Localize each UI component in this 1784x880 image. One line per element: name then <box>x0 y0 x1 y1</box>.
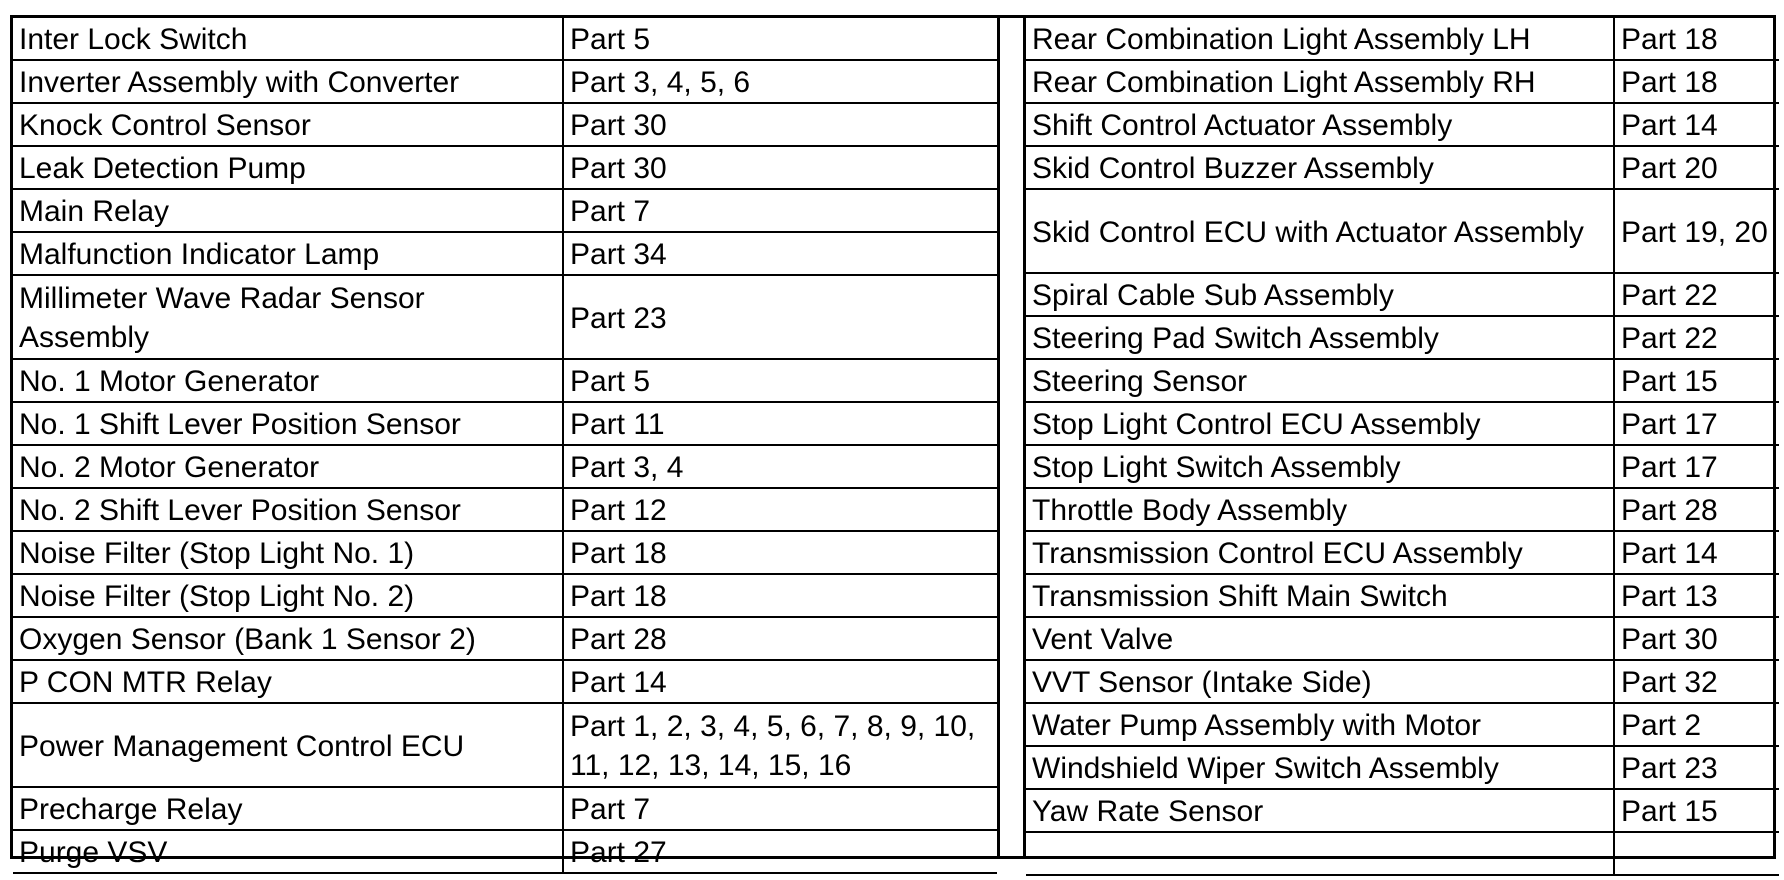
table-row <box>1026 189 1779 273</box>
part-cell: Part 19, 20 <box>1614 189 1779 273</box>
component-cell: Millimeter Wave Radar Sensor Assembly <box>13 275 563 359</box>
component-cell: Knock Control Sensor <box>13 103 563 146</box>
table-row <box>1026 273 1779 316</box>
table-row <box>1026 574 1779 617</box>
component-cell: P CON MTR Relay <box>13 660 563 703</box>
component-cell: Stop Light Switch Assembly <box>1026 445 1614 488</box>
column-divider <box>997 18 1023 856</box>
table-row <box>1026 402 1779 445</box>
part-cell: Part 7 <box>563 189 997 232</box>
part-cell: Part 23 <box>1614 746 1779 789</box>
part-cell: Part 15 <box>1614 789 1779 832</box>
table-row <box>13 531 997 574</box>
table-row <box>13 359 997 402</box>
table-row <box>1026 703 1779 746</box>
component-cell: Steering Sensor <box>1026 359 1614 402</box>
component-cell <box>1026 832 1614 875</box>
table-row <box>1026 103 1779 146</box>
table-row <box>1026 359 1779 402</box>
part-cell: Part 22 <box>1614 273 1779 316</box>
part-cell: Part 18 <box>1614 60 1779 103</box>
component-cell: Malfunction Indicator Lamp <box>13 232 563 275</box>
table-row <box>1026 660 1779 703</box>
table-row <box>13 617 997 660</box>
table-row <box>13 660 997 703</box>
component-cell: Power Management Control ECU <box>13 703 563 787</box>
part-cell: Part 32 <box>1614 660 1779 703</box>
table-row <box>13 146 997 189</box>
part-cell: Part 27 <box>563 830 997 873</box>
part-cell: Part 30 <box>563 146 997 189</box>
table-row <box>1026 316 1779 359</box>
component-cell: Main Relay <box>13 189 563 232</box>
component-cell: Noise Filter (Stop Light No. 2) <box>13 574 563 617</box>
part-cell: Part 23 <box>563 275 997 359</box>
component-cell: No. 1 Shift Lever Position Sensor <box>13 402 563 445</box>
table-row <box>13 402 997 445</box>
parts-location-table <box>10 15 1776 869</box>
part-cell: Part 14 <box>563 660 997 703</box>
right-table-panel <box>1023 18 1773 856</box>
table-row <box>1026 789 1779 832</box>
part-cell: Part 7 <box>563 787 997 830</box>
component-cell: Water Pump Assembly with Motor <box>1026 703 1614 746</box>
left-parts-table <box>13 18 997 874</box>
component-cell: Inverter Assembly with Converter <box>13 60 563 103</box>
component-cell: Leak Detection Pump <box>13 146 563 189</box>
component-cell: Skid Control ECU with Actuator Assembly <box>1026 189 1614 273</box>
part-cell: Part 34 <box>563 232 997 275</box>
component-cell: Inter Lock Switch <box>13 18 563 60</box>
component-cell: Spiral Cable Sub Assembly <box>1026 273 1614 316</box>
component-cell: Precharge Relay <box>13 787 563 830</box>
table-row <box>1026 617 1779 660</box>
part-cell: Part 17 <box>1614 445 1779 488</box>
part-cell: Part 3, 4, 5, 6 <box>563 60 997 103</box>
right-parts-table <box>1026 18 1779 876</box>
component-cell: Transmission Control ECU Assembly <box>1026 531 1614 574</box>
table-row <box>13 103 997 146</box>
part-cell: Part 28 <box>1614 488 1779 531</box>
table-row <box>1026 445 1779 488</box>
table-row <box>1026 531 1779 574</box>
table-row <box>1026 146 1779 189</box>
component-cell: Vent Valve <box>1026 617 1614 660</box>
part-cell: Part 2 <box>1614 703 1779 746</box>
table-row <box>1026 60 1779 103</box>
part-cell: Part 14 <box>1614 103 1779 146</box>
component-cell: Stop Light Control ECU Assembly <box>1026 402 1614 445</box>
component-cell: Throttle Body Assembly <box>1026 488 1614 531</box>
table-row <box>1026 18 1779 60</box>
part-cell: Part 15 <box>1614 359 1779 402</box>
part-cell: Part 14 <box>1614 531 1779 574</box>
part-cell: Part 5 <box>563 18 997 60</box>
table-row-empty <box>1026 832 1779 875</box>
component-cell: Steering Pad Switch Assembly <box>1026 316 1614 359</box>
part-cell: Part 28 <box>563 617 997 660</box>
table-row <box>13 189 997 232</box>
table-row <box>13 703 997 787</box>
table-row <box>1026 488 1779 531</box>
table-row <box>13 445 997 488</box>
table-row <box>13 574 997 617</box>
table-row <box>13 830 997 873</box>
part-cell: Part 11 <box>563 402 997 445</box>
part-cell: Part 22 <box>1614 316 1779 359</box>
part-cell: Part 5 <box>563 359 997 402</box>
table-row <box>13 488 997 531</box>
table-row <box>13 232 997 275</box>
part-cell: Part 20 <box>1614 146 1779 189</box>
table-row <box>13 787 997 830</box>
part-cell: Part 13 <box>1614 574 1779 617</box>
part-cell: Part 18 <box>563 531 997 574</box>
part-cell: Part 30 <box>1614 617 1779 660</box>
component-cell: VVT Sensor (Intake Side) <box>1026 660 1614 703</box>
component-cell: Oxygen Sensor (Bank 1 Sensor 2) <box>13 617 563 660</box>
part-cell: Part 1, 2, 3, 4, 5, 6, 7, 8, 9, 10, 11, 12, 13, 14, 15, 16 <box>563 703 997 787</box>
part-cell: Part 30 <box>563 103 997 146</box>
part-cell: Part 3, 4 <box>563 445 997 488</box>
left-table-panel <box>13 18 997 869</box>
part-cell: Part 17 <box>1614 402 1779 445</box>
component-cell: Yaw Rate Sensor <box>1026 789 1614 832</box>
component-cell: Windshield Wiper Switch Assembly <box>1026 746 1614 789</box>
component-cell: Skid Control Buzzer Assembly <box>1026 146 1614 189</box>
part-cell: Part 18 <box>563 574 997 617</box>
component-cell: Rear Combination Light Assembly LH <box>1026 18 1614 60</box>
part-cell: Part 18 <box>1614 18 1779 60</box>
component-cell: Rear Combination Light Assembly RH <box>1026 60 1614 103</box>
table-row <box>13 18 997 60</box>
component-cell: Noise Filter (Stop Light No. 1) <box>13 531 563 574</box>
component-cell: Shift Control Actuator Assembly <box>1026 103 1614 146</box>
part-cell <box>1614 832 1779 875</box>
component-cell: Purge VSV <box>13 830 563 873</box>
component-cell: No. 1 Motor Generator <box>13 359 563 402</box>
table-row <box>13 275 997 359</box>
table-row <box>1026 746 1779 789</box>
table-row <box>13 60 997 103</box>
part-cell: Part 12 <box>563 488 997 531</box>
component-cell: No. 2 Motor Generator <box>13 445 563 488</box>
component-cell: Transmission Shift Main Switch <box>1026 574 1614 617</box>
component-cell: No. 2 Shift Lever Position Sensor <box>13 488 563 531</box>
